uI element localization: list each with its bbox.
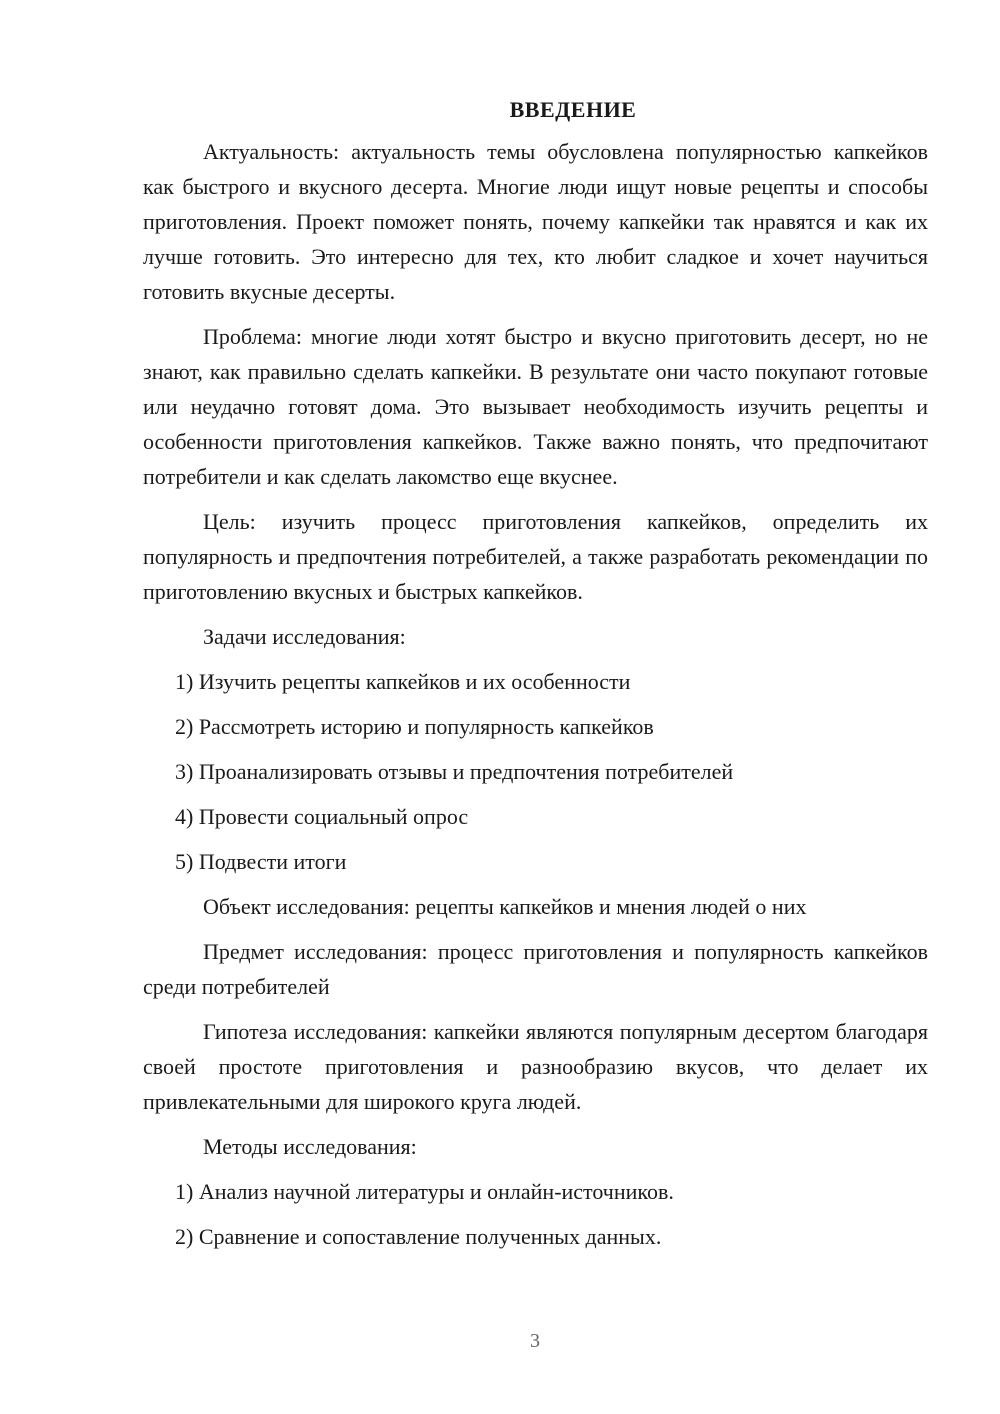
paragraph-object: Объект исследования: рецепты капкейков и мнения людей о них [203,894,807,919]
paragraph-goal: Цель: изучить процесс приготовления капкейков, определить их популярность и предпочтения потребителей, а также разработать рекомендации по приготовлению вкусных и быстрых капкейков. [143,509,928,604]
paragraph-relevance: Актуальность: актуальность темы обусловлена популярностью капкейков как быстрого и вкусного десерта. Многие люди ищут новые рецепты и способы приготовления. Проект поможет понять, почему капкейки так нравятся и как их лучше готовить. Это интересно для тех, кто любит сладкое и хочет научиться готовить вкусные десерты. [143,139,928,304]
list-item: 1) Анализ научной литературы и онлайн-источников. [175,1179,674,1204]
tasks-heading: Задачи исследования: [203,624,406,649]
page-title: ВВЕДЕНИЕ [509,97,637,122]
list-item: 1) Изучить рецепты капкейков и их особенности [175,669,631,694]
paragraph-problem: Проблема: многие люди хотят быстро и вкусно приготовить десерт, но не знают, как правильно сделать капкейки. В результате они часто покупают готовые или неудачно готовят дома. Это вызывает необходимость изучить рецепты и особенности приготовления капкейков. Также важно понять, что предпочитают потребители и как сделать лакомство еще вкуснее. [143,324,928,489]
paragraph-hypothesis: Гипотеза исследования: капкейки являются популярным десертом благодаря своей простоте приготовления и разнообразию вкусов, что делает их привлекательными для широкого круга людей. [143,1019,928,1114]
list-item: 3) Проанализировать отзывы и предпочтения потребителей [175,759,734,784]
list-item: 5) Подвести итоги [175,849,347,874]
document-page [143,95,928,1254]
methods-heading: Методы исследования: [203,1134,417,1159]
paragraph-subject: Предмет исследования: процесс приготовления и популярность капкейков среди потребителей [143,939,928,999]
list-item: 2) Рассмотреть историю и популярность капкейков [175,714,654,739]
list-item: 4) Провести социальный опрос [175,804,469,829]
list-item: 2) Сравнение и сопоставление полученных данных. [175,1224,662,1249]
page-number: 3 [530,1330,540,1352]
